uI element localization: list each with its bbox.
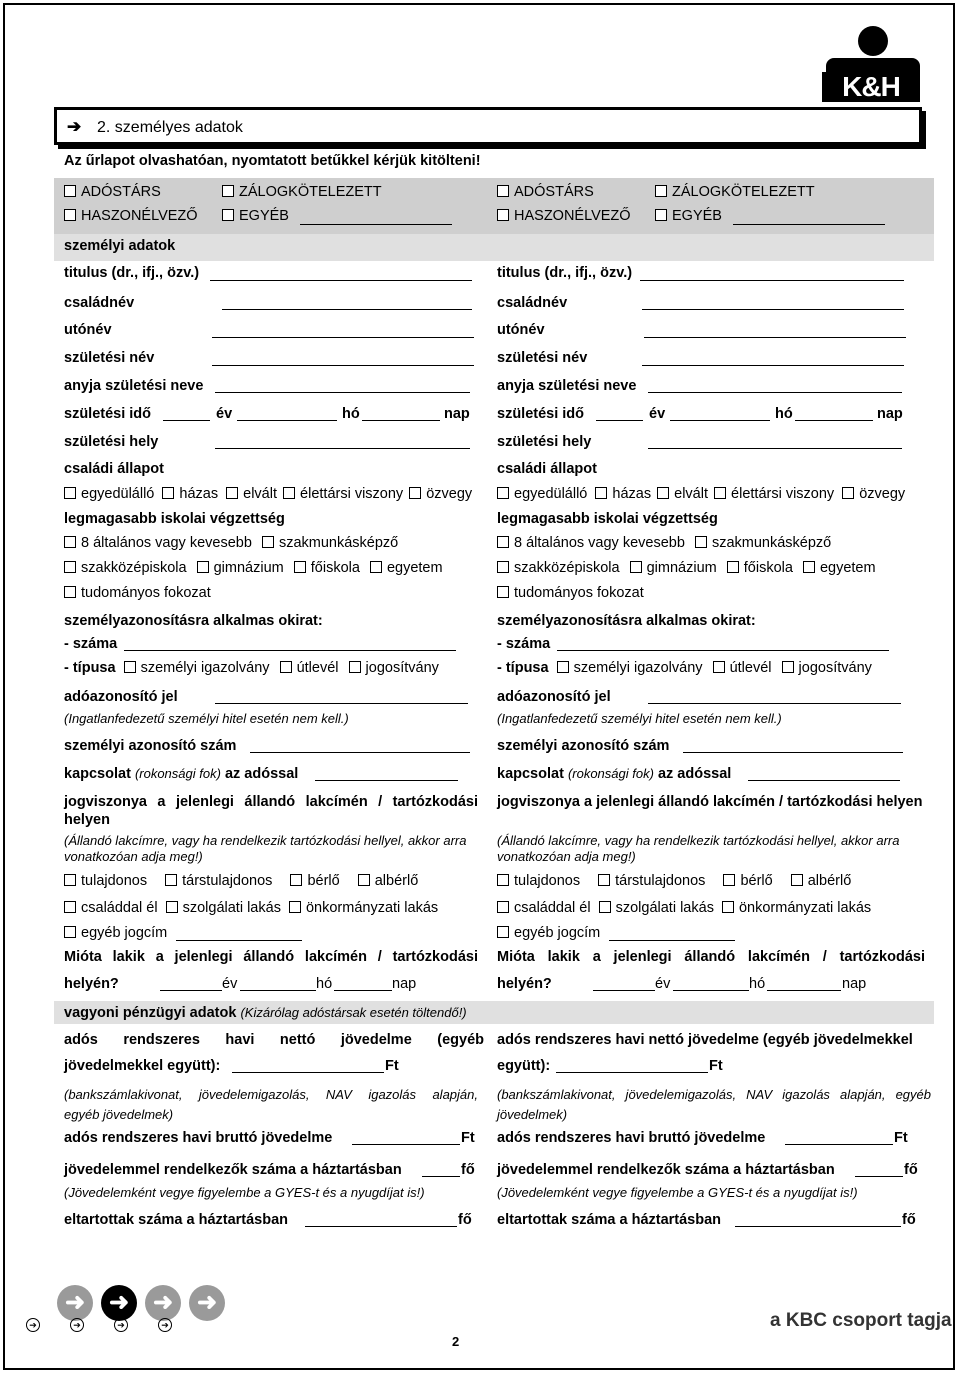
netto-line-left[interactable] [232, 1072, 384, 1073]
allapot-options-right: egyedülálló házas elvált élettársi viszony özvegy [497, 486, 905, 502]
checkbox[interactable] [64, 926, 76, 938]
mioa-ho-right: hó [749, 976, 766, 992]
mioa-nap: nap [392, 976, 417, 992]
iskola-row1-left: 8 általános vagy kevesebb szakmunkásképző [64, 535, 398, 551]
iskola-row3-left: tudományos fokozat [64, 585, 211, 601]
szama-line[interactable] [124, 650, 456, 651]
iskola-row2-left: szakközépiskola gimnázium főiskola egyetem [64, 560, 443, 576]
role-zalog-right[interactable]: ZÁLOGKÖTELEZETT [655, 184, 815, 200]
eltartott-line-right[interactable] [735, 1226, 901, 1227]
mioa-year-line[interactable] [160, 990, 222, 991]
label-anyja-right: anyja születési neve [497, 378, 637, 394]
ido-day-line[interactable] [362, 420, 440, 421]
label-utonev: utónév [64, 322, 112, 338]
label-helyen-right: helyén? [497, 976, 552, 992]
label-jogviszony: jogviszonya a jelenlegi állandó lakcímén / tartózkodási helyen [64, 794, 478, 828]
ido-month-line[interactable] [237, 420, 337, 421]
ido-month-line-right[interactable] [670, 420, 770, 421]
label-titulus-right: titulus (dr., ifj., özv.) [497, 265, 633, 281]
arrow-icon: ➔ [67, 117, 82, 136]
label-okirat-right: személyazonosításra alkalmas okirat: [497, 613, 756, 629]
label-szama-right: - száma [497, 636, 551, 652]
checkbox[interactable] [370, 561, 382, 573]
netto-label-left-2: jövedelmekkel együtt): [64, 1058, 221, 1074]
checkbox[interactable] [497, 586, 509, 598]
brutto-label-left: adós rendszeres havi bruttó jövedelme [64, 1130, 333, 1146]
szuletesi-hely-line-right[interactable] [648, 448, 902, 449]
jog-row1-left: tulajdonos társtulajdonos bérlő albérlő [64, 873, 418, 889]
jog-row1-right: tulajdonos társtulajdonos bérlő albérlő [497, 873, 851, 889]
fo-eltartott-right: fő [902, 1212, 916, 1228]
checkbox[interactable] [598, 874, 610, 886]
gyes-note-left: (Jövedelemként vegye figyelembe a GYES-t és a nyugdíjat is!) [64, 1185, 425, 1200]
role-haszon-left[interactable]: HASZONÉLVEZŐ [64, 208, 198, 224]
kbc-tagline: a KBC csoport tagja [770, 1310, 952, 1331]
checkbox[interactable] [166, 901, 178, 913]
csaladnev-line-right[interactable] [642, 309, 904, 310]
checkbox[interactable] [497, 561, 509, 573]
label-kapcsolat: kapcsolat (rokonsági fok) az adóssal [64, 766, 299, 782]
checkbox[interactable] [695, 536, 707, 548]
label-anyja: anyja születési neve [64, 378, 204, 394]
fo-eltartott-left: fő [458, 1212, 472, 1228]
adoazonosito-note-right: (Ingatlanfedezetű személyi hitel esetén nem kell.) [497, 711, 782, 726]
checkbox[interactable] [226, 487, 238, 499]
checkbox[interactable] [497, 487, 509, 499]
checkbox[interactable] [599, 901, 611, 913]
logo-text: K&H [822, 72, 920, 102]
checkbox[interactable] [64, 874, 76, 886]
jogcim-line-left[interactable] [176, 940, 302, 941]
eltartott-label-left: eltartottak száma a háztartásban [64, 1212, 289, 1228]
mioa-day-line-right[interactable] [767, 990, 841, 991]
label-szuletesi-nev: születési név [64, 350, 155, 366]
label-szemelyi-azon-right: személyi azonosító szám [497, 738, 670, 754]
bank-note-right-1: (bankszámlakivonat, jövedelemigazolás, NAV igazolás alapján, egyéb [497, 1087, 931, 1102]
checkbox[interactable] [630, 561, 642, 573]
role-zalog-left[interactable]: ZÁLOGKÖTELEZETT [222, 184, 382, 200]
anyja-line-right[interactable] [648, 392, 902, 393]
checkbox[interactable] [124, 661, 136, 673]
mioa-ev-right: év [655, 976, 671, 992]
wealth-header: vagyoni pénzügyi adatok (Kizárólag adóstársak esetén töltendő!) [64, 1005, 467, 1021]
checkbox[interactable] [290, 874, 302, 886]
kapcsolat-line-right[interactable] [748, 780, 900, 781]
mioa-nap-right: nap [842, 976, 867, 992]
ido-day-line-right[interactable] [795, 420, 873, 421]
kapcsolat-line[interactable] [315, 780, 458, 781]
checkbox[interactable] [162, 487, 174, 499]
checkbox[interactable] [714, 487, 726, 499]
csaladnev-line[interactable] [222, 309, 472, 310]
mioa-year-line-right[interactable] [593, 990, 655, 991]
label-ho: hó [342, 406, 360, 422]
ft-netto-right: Ft [709, 1058, 723, 1074]
checkbox[interactable] [655, 209, 667, 221]
jovszam-line-left[interactable] [422, 1176, 460, 1177]
bank-note-right-2: jövedelmek) [497, 1107, 568, 1122]
label-szuletesi-ido-right: születési idő [497, 406, 585, 422]
checkbox[interactable] [165, 874, 177, 886]
checkbox[interactable] [727, 561, 739, 573]
szemelyi-azon-line-right[interactable] [683, 752, 903, 753]
titulus-line-right[interactable] [640, 280, 904, 281]
allapot-options-left: egyedülálló házas elvált élettársi viszony özvegy [64, 486, 472, 502]
jogviszony-note-right: (Állandó lakcímre, vagy ha rendelkezik tartózkodási hellyel, akkor arra vonatkozóan adja meg!) [497, 833, 900, 864]
intro-text: Az űrlapot olvashatóan, nyomtatott betűkkel kérjük kitölteni! [64, 153, 481, 169]
checkbox[interactable] [497, 874, 509, 886]
small-arrow-icon: ➔ [26, 1318, 40, 1332]
checkbox[interactable] [262, 536, 274, 548]
label-adoazonosito: adóazonosító jel [64, 689, 178, 705]
label-csaladnev-right: családnév [497, 295, 568, 311]
mioa-ho: hó [316, 976, 333, 992]
label-szama: - száma [64, 636, 118, 652]
adoazonosito-line-right[interactable] [648, 703, 901, 704]
role-adostars-right[interactable]: ADÓSTÁRS [497, 184, 594, 200]
label-okirat: személyazonosításra alkalmas okirat: [64, 613, 323, 629]
section-header [54, 107, 922, 145]
label-iskola-right: legmagasabb iskolai végzettség [497, 511, 718, 527]
szama-line-right[interactable] [557, 650, 889, 651]
checkbox[interactable] [283, 487, 295, 499]
checkbox[interactable] [349, 661, 361, 673]
adoazonosito-line[interactable] [215, 703, 468, 704]
checkbox[interactable] [557, 661, 569, 673]
szuletesi-hely-line[interactable] [215, 448, 470, 449]
brutto-label-right: adós rendszeres havi bruttó jövedelme [497, 1130, 766, 1146]
tipus-row-left: - típusa személyi igazolvány útlevél jogosítvány [64, 660, 439, 676]
label-csaladi-allapot: családi állapot [64, 461, 164, 477]
checkbox[interactable] [64, 487, 76, 499]
checkbox[interactable] [595, 487, 607, 499]
mioa-month-line-right[interactable] [673, 990, 749, 991]
small-arrow-icon: ➔ [114, 1318, 128, 1332]
checkbox[interactable] [358, 874, 370, 886]
personal-band [54, 234, 934, 261]
label-szuletesi-ido: születési idő [64, 406, 152, 422]
role-haszon-right[interactable]: HASZONÉLVEZŐ [497, 208, 631, 224]
jovszam-label-left: jövedelemmel rendelkezők száma a háztartásban [64, 1162, 402, 1178]
checkbox[interactable] [803, 561, 815, 573]
titulus-line[interactable] [210, 280, 472, 281]
eltartott-label-right: eltartottak száma a háztartásban [497, 1212, 722, 1228]
checkbox[interactable] [64, 901, 76, 913]
label-ev-right: év [649, 406, 666, 422]
eltartott-line-left[interactable] [305, 1226, 457, 1227]
checkbox[interactable] [782, 661, 794, 673]
tipus-row-right: - típusa személyi igazolvány útlevél jogosítvány [497, 660, 872, 676]
utonev-line-right[interactable] [644, 337, 906, 338]
jog-row3-right: egyéb jogcím [497, 925, 600, 941]
jovszam-label-right: jövedelemmel rendelkezők száma a háztartásban [497, 1162, 835, 1178]
checkbox[interactable] [64, 185, 76, 197]
iskola-row1-right: 8 általános vagy kevesebb szakmunkásképző [497, 535, 831, 551]
fo-jovszam-left: fő [461, 1162, 475, 1178]
mioa-ev: év [222, 976, 238, 992]
role-egyeb-right[interactable]: EGYÉB [655, 208, 722, 224]
mioa-day-line[interactable] [334, 990, 392, 991]
label-szemelyi-azon: személyi azonosító szám [64, 738, 237, 754]
label-ev: év [216, 406, 233, 422]
jogcim-line-right[interactable] [609, 940, 735, 941]
egyeb-line-left[interactable] [300, 224, 452, 225]
checkbox[interactable] [723, 874, 735, 886]
checkbox[interactable] [294, 561, 306, 573]
fo-jovszam-right: fő [904, 1162, 918, 1178]
small-arrow-icon: ➔ [70, 1318, 84, 1332]
jog-row2-left: családdal él szolgálati lakás önkormányzati lakás [64, 900, 438, 916]
nav-forward-icon[interactable]: ➜ [101, 1285, 137, 1321]
bank-note-left-1: (bankszámlakivonat, jövedelemigazolás, NAV igazolás alapján, [64, 1087, 478, 1102]
checkbox[interactable] [64, 209, 76, 221]
checkbox[interactable] [713, 661, 725, 673]
utonev-line[interactable] [212, 337, 474, 338]
personal-header: személyi adatok [64, 238, 176, 254]
szuletesi-nev-line-right[interactable] [642, 365, 904, 366]
checkbox[interactable] [722, 901, 734, 913]
label-szuletesi-hely-right: születési hely [497, 434, 592, 450]
label-mioa: Mióta lakik a jelenlegi állandó lakcímén / tartózkodási [64, 949, 478, 965]
checkbox[interactable] [655, 185, 667, 197]
small-arrow-icon: ➔ [158, 1318, 172, 1332]
label-jogviszony-right: jogviszonya a jelenlegi állandó lakcímén / tartózkodási helyen [497, 794, 923, 810]
jog-row2-right: családdal él szolgálati lakás önkormányzati lakás [497, 900, 871, 916]
label-kapcsolat-right: kapcsolat (rokonsági fok) az adóssal [497, 766, 732, 782]
page-number: 2 [452, 1334, 460, 1349]
role-egyeb-left[interactable]: EGYÉB [222, 208, 289, 224]
ido-year-line-right[interactable] [596, 420, 643, 421]
label-iskola: legmagasabb iskolai végzettség [64, 511, 285, 527]
iskola-row2-right: szakközépiskola gimnázium főiskola egyetem [497, 560, 876, 576]
label-szuletesi-hely: születési hely [64, 434, 159, 450]
checkbox[interactable] [64, 536, 76, 548]
checkbox[interactable] [64, 586, 76, 598]
label-szuletesi-nev-right: születési név [497, 350, 588, 366]
checkbox[interactable] [657, 487, 669, 499]
netto-label-right-2: együtt): [497, 1058, 551, 1074]
checkbox[interactable] [497, 926, 509, 938]
label-mioa-right: Mióta lakik a jelenlegi állandó lakcímén / tartózkodási [497, 949, 925, 965]
label-utonev-right: utónév [497, 322, 545, 338]
label-helyen: helyén? [64, 976, 119, 992]
checkbox[interactable] [222, 185, 234, 197]
label-nap: nap [444, 406, 470, 422]
netto-label-right-1: adós rendszeres havi nettó jövedelme (egyéb jövedelmekkel [497, 1032, 913, 1048]
checkbox[interactable] [497, 901, 509, 913]
egyeb-line-right[interactable] [733, 224, 885, 225]
section-title: 2. személyes adatok [97, 119, 243, 136]
nav-last-icon[interactable]: ➜ [189, 1285, 225, 1321]
brutto-line-right[interactable] [785, 1144, 893, 1145]
checkbox[interactable] [791, 874, 803, 886]
anyja-line[interactable] [215, 392, 470, 393]
checkbox[interactable] [497, 185, 509, 197]
gyes-note-right: (Jövedelemként vegye figyelembe a GYES-t és a nyugdíjat is!) [497, 1185, 858, 1200]
nav-back-icon[interactable]: ➜ [57, 1285, 93, 1321]
szemelyi-azon-line[interactable] [250, 752, 470, 753]
checkbox[interactable] [197, 561, 209, 573]
szuletesi-nev-line[interactable] [212, 365, 474, 366]
checkbox[interactable] [222, 209, 234, 221]
label-ho-right: hó [775, 406, 793, 422]
checkbox[interactable] [497, 536, 509, 548]
checkbox[interactable] [280, 661, 292, 673]
checkbox[interactable] [497, 209, 509, 221]
jovszam-line-right[interactable] [855, 1176, 903, 1177]
role-adostars-left[interactable]: ADÓSTÁRS [64, 184, 161, 200]
label-nap-right: nap [877, 406, 903, 422]
mioa-month-line[interactable] [240, 990, 316, 991]
jog-row3-left: egyéb jogcím [64, 925, 167, 941]
ft-netto-left: Ft [385, 1058, 399, 1074]
ft-brutto-left: Ft [461, 1130, 475, 1146]
bank-note-left-2: egyéb jövedelmek) [64, 1107, 174, 1122]
jogviszony-note: (Állandó lakcímre, vagy ha rendelkezik tartózkodási hellyel, akkor arra vonatkozóan adja meg!) [64, 833, 467, 864]
label-csaladnev: családnév [64, 295, 135, 311]
checkbox[interactable] [64, 561, 76, 573]
iskola-row3-right: tudományos fokozat [497, 585, 644, 601]
netto-line-right[interactable] [556, 1072, 708, 1073]
ido-year-line[interactable] [163, 420, 210, 421]
checkbox[interactable] [409, 487, 421, 499]
ft-brutto-right: Ft [894, 1130, 908, 1146]
checkbox[interactable] [289, 901, 301, 913]
brutto-line-left[interactable] [352, 1144, 460, 1145]
label-csaladi-allapot-right: családi állapot [497, 461, 597, 477]
label-adoazonosito-right: adóazonosító jel [497, 689, 611, 705]
checkbox[interactable] [842, 487, 854, 499]
nav-next-icon[interactable]: ➜ [145, 1285, 181, 1321]
netto-label-left-1: adós rendszeres havi nettó jövedelme (egyéb [64, 1032, 484, 1048]
label-titulus: titulus (dr., ifj., özv.) [64, 265, 200, 281]
kh-logo [822, 26, 920, 106]
adoazonosito-note: (Ingatlanfedezetű személyi hitel esetén nem kell.) [64, 711, 349, 726]
